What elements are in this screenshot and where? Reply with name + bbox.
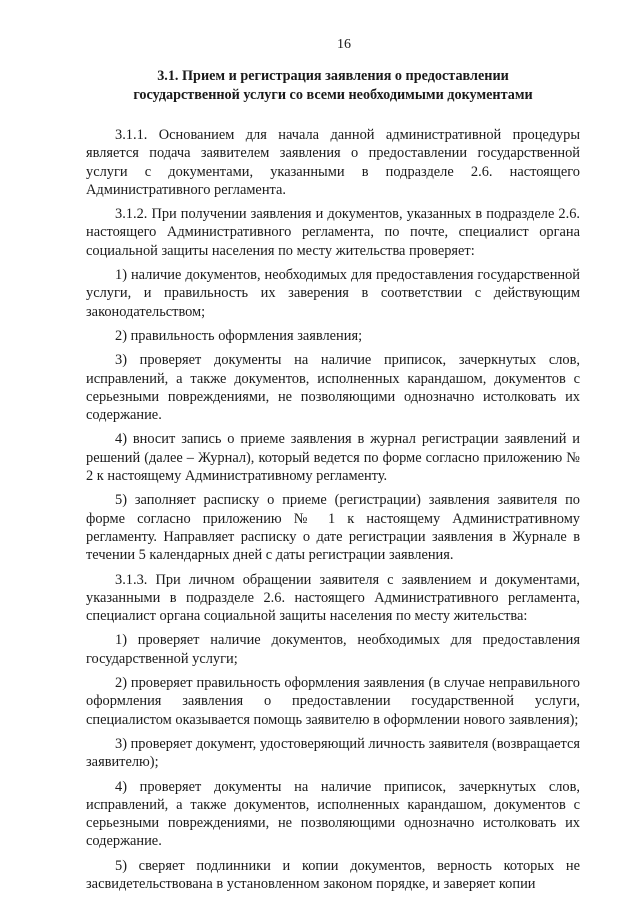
list-item-personal-1: 1) проверяет наличие документов, необходимых для предоставления государственной услуги; <box>86 632 580 667</box>
paragraph-3-1-1: 3.1.1. Основанием для начала данной административной процедуры является подача заявителем заявления о предоставлении государственной услуги с документами, указанными в подразделе 2.6. настоящего Административного регламента. <box>86 127 580 198</box>
section-heading <box>86 67 580 105</box>
paragraph-3-1-2: 3.1.2. При получении заявления и документов, указанных в подразделе 2.6. настоящего Административного регламента, по почте, специалист органа социальной защиты населения по месту жительства проверяет: <box>86 206 580 259</box>
body-text <box>86 126 580 893</box>
list-item-mail-1: 1) наличие документов, необходимых для предоставления государственной услуги, и правильность их заверения в соответствии с действующим законодательством; <box>86 267 580 320</box>
list-item-mail-2: 2) правильность оформления заявления; <box>115 327 363 344</box>
page-number: 16 <box>337 37 351 52</box>
list-item-mail-3: 3) проверяет документы на наличие приписок, зачеркнутых слов, исправлений, а также документов, исполненных карандашом, документов с серьезными повреждениями, не позволяющими однозначно истолковать их содержание. <box>86 352 580 424</box>
section-heading-line-2: государственной услуги со всеми необходимыми документами <box>133 87 533 103</box>
paragraph-3-1-3: 3.1.3. При личном обращении заявителя с заявлением и документами, указанными в подразделе 2.6. настоящего Административного регламента, специалист органа социальной защиты населения по месту жительства: <box>86 571 580 625</box>
section-heading-line-1: 3.1. Прием и регистрация заявления о предоставлении <box>157 68 509 84</box>
list-item-mail-5: 5) заполняет расписку о приеме (регистрации) заявления заявителя по форме согласно приложению № 1 к настоящему Административному регламенту. Направляет расписку о дате регистрации заявления в Журнале в течении 5 календарных дней с даты регистрации заявления. <box>86 492 580 564</box>
list-item-personal-3: 3) проверяет документ, удостоверяющий личность заявителя (возвращается заявителю); <box>86 735 580 771</box>
list-item-personal-2: 2) проверяет правильность оформления заявления (в случае неправильного оформления заявления о предоставлении государственной услуги, специалистом оказывается помощь заявителю в оформлении нового заявления); <box>86 675 580 728</box>
list-item-personal-4: 4) проверяет документы на наличие приписок, зачеркнутых слов, исправлений, а также документов, исполненных карандашом, документов с серьезными повреждениями, не позволяющими однозначно истолковать их содержание. <box>86 778 580 850</box>
list-item-personal-5: 5) сверяет подлинники и копии документов, верность которых не засвидетельствована в установленном законом порядке, и заверяет копии <box>86 857 580 892</box>
list-item-mail-4: 4) вносит запись о приеме заявления в журнал регистрации заявлений и решений (далее – Журнал), который ведется по форме согласно приложению № 2 к настоящему Административному регламенту. <box>86 431 580 485</box>
